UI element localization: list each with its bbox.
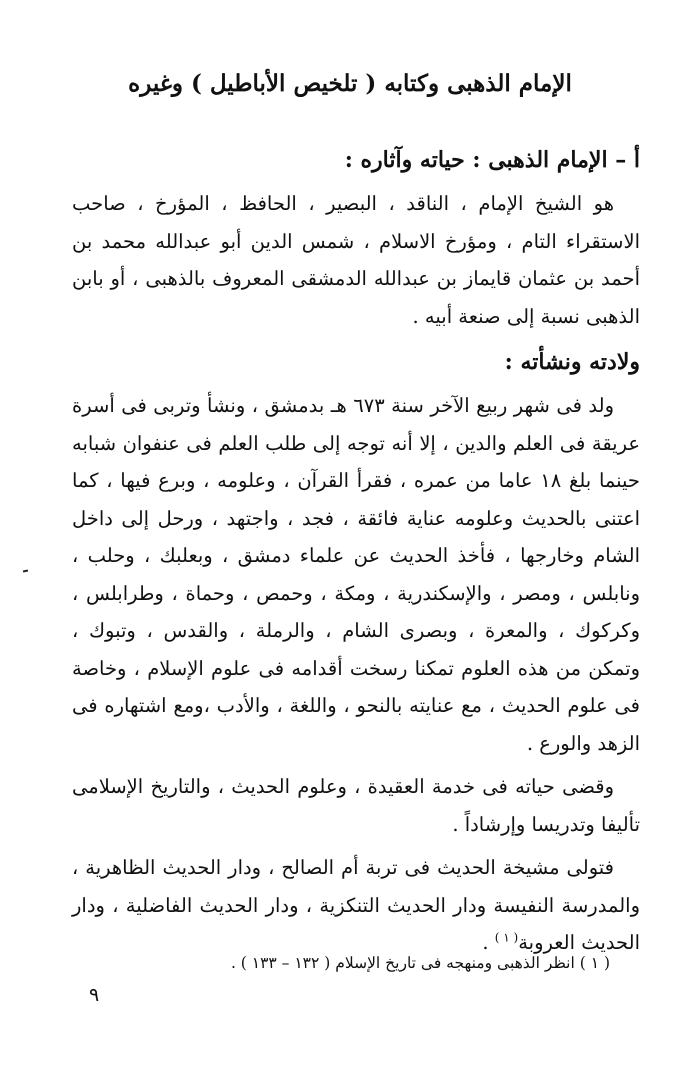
subsection-heading: ولادته ونشأته : <box>504 349 640 375</box>
life-paragraph: وقضى حياته فى خدمة العقيدة ، وعلوم الحديث ، والتاريخ الإسلامى تأليفا وتدريسا وإرشاداً . <box>72 775 640 836</box>
section-heading: أ – الإمام الذهبى : حياته وآثاره : <box>344 147 640 173</box>
page-body <box>72 143 640 962</box>
footnote-marker: ( ١ ) <box>494 930 519 945</box>
positions-text-end: . <box>482 931 495 954</box>
margin-mark <box>23 570 28 573</box>
positions-paragraph <box>72 849 640 962</box>
footnote: ( ١ ) انظر الذهبى ومنهجه فى تاريخ الإسلام ( ١٣٢ – ١٣٣ ) . <box>230 954 610 972</box>
page-number: ٩ <box>89 984 100 1006</box>
birth-paragraph: ولد فى شهر ربيع الآخر سنة ٦٧٣ هـ بدمشق ، ونشأ وتربى فى أسرة عريقة فى العلم والدين ، إلا أنه توجه إلى طلب العلم فى عنفوان شبابه حينما بلغ ١٨ عاما من عمره ، فقرأ القرآن ، وعلومه ، وبرع فيها ، كما اعتنى بالحديث وعلومه عناية فائقة ، فجد ، واجتهد ، ورحل إلى داخل الشام وخارجها ، فأخذ الحديث عن علماء دمشق ، وبعلبك ، وحلب ، ونابلس ، ومصر ، والإسكندرية ، ومكة ، وحمص ، وحماة ، وطرابلس ، وكركوك ، والمعرة ، وبصرى الشام ، والرملة ، والقدس ، وتبوك ، وتمكن من هذه العلوم تمكنا رسخت أقدامه فى علوم الإسلام ، وخاصة فى علوم الحديث ، مع عنايته بالنحو ، واللغة ، والأدب ،ومع اشتهاره فى الزهد والورع . <box>72 394 641 755</box>
positions-text: فتولى مشيخة الحديث فى تربة أم الصالح ، ودار الحديث الظاهرية ، والمدرسة النفيسة ودار الحديث التنكزية ، ودار الحديث الفاضلية ، ودار الحديث العروبة <box>72 856 640 954</box>
intro-paragraph: هو الشيخ الإمام ، الناقد ، البصير ، الحافظ ، المؤرخ ، صاحب الاستقراء التام ، ومؤرخ الاسلام ، شمس الدين أبو عبدالله محمد بن أحمد بن عثمان قايماز بن عبدالله الدمشقى المعروف بالذهبى ، أو بابن الذهبى نسبة إلى صنعة أبيه . <box>72 192 640 328</box>
running-title: الإمام الذهبى وكتابه ( تلخيص الأباطيل ) وغيره <box>128 70 572 97</box>
